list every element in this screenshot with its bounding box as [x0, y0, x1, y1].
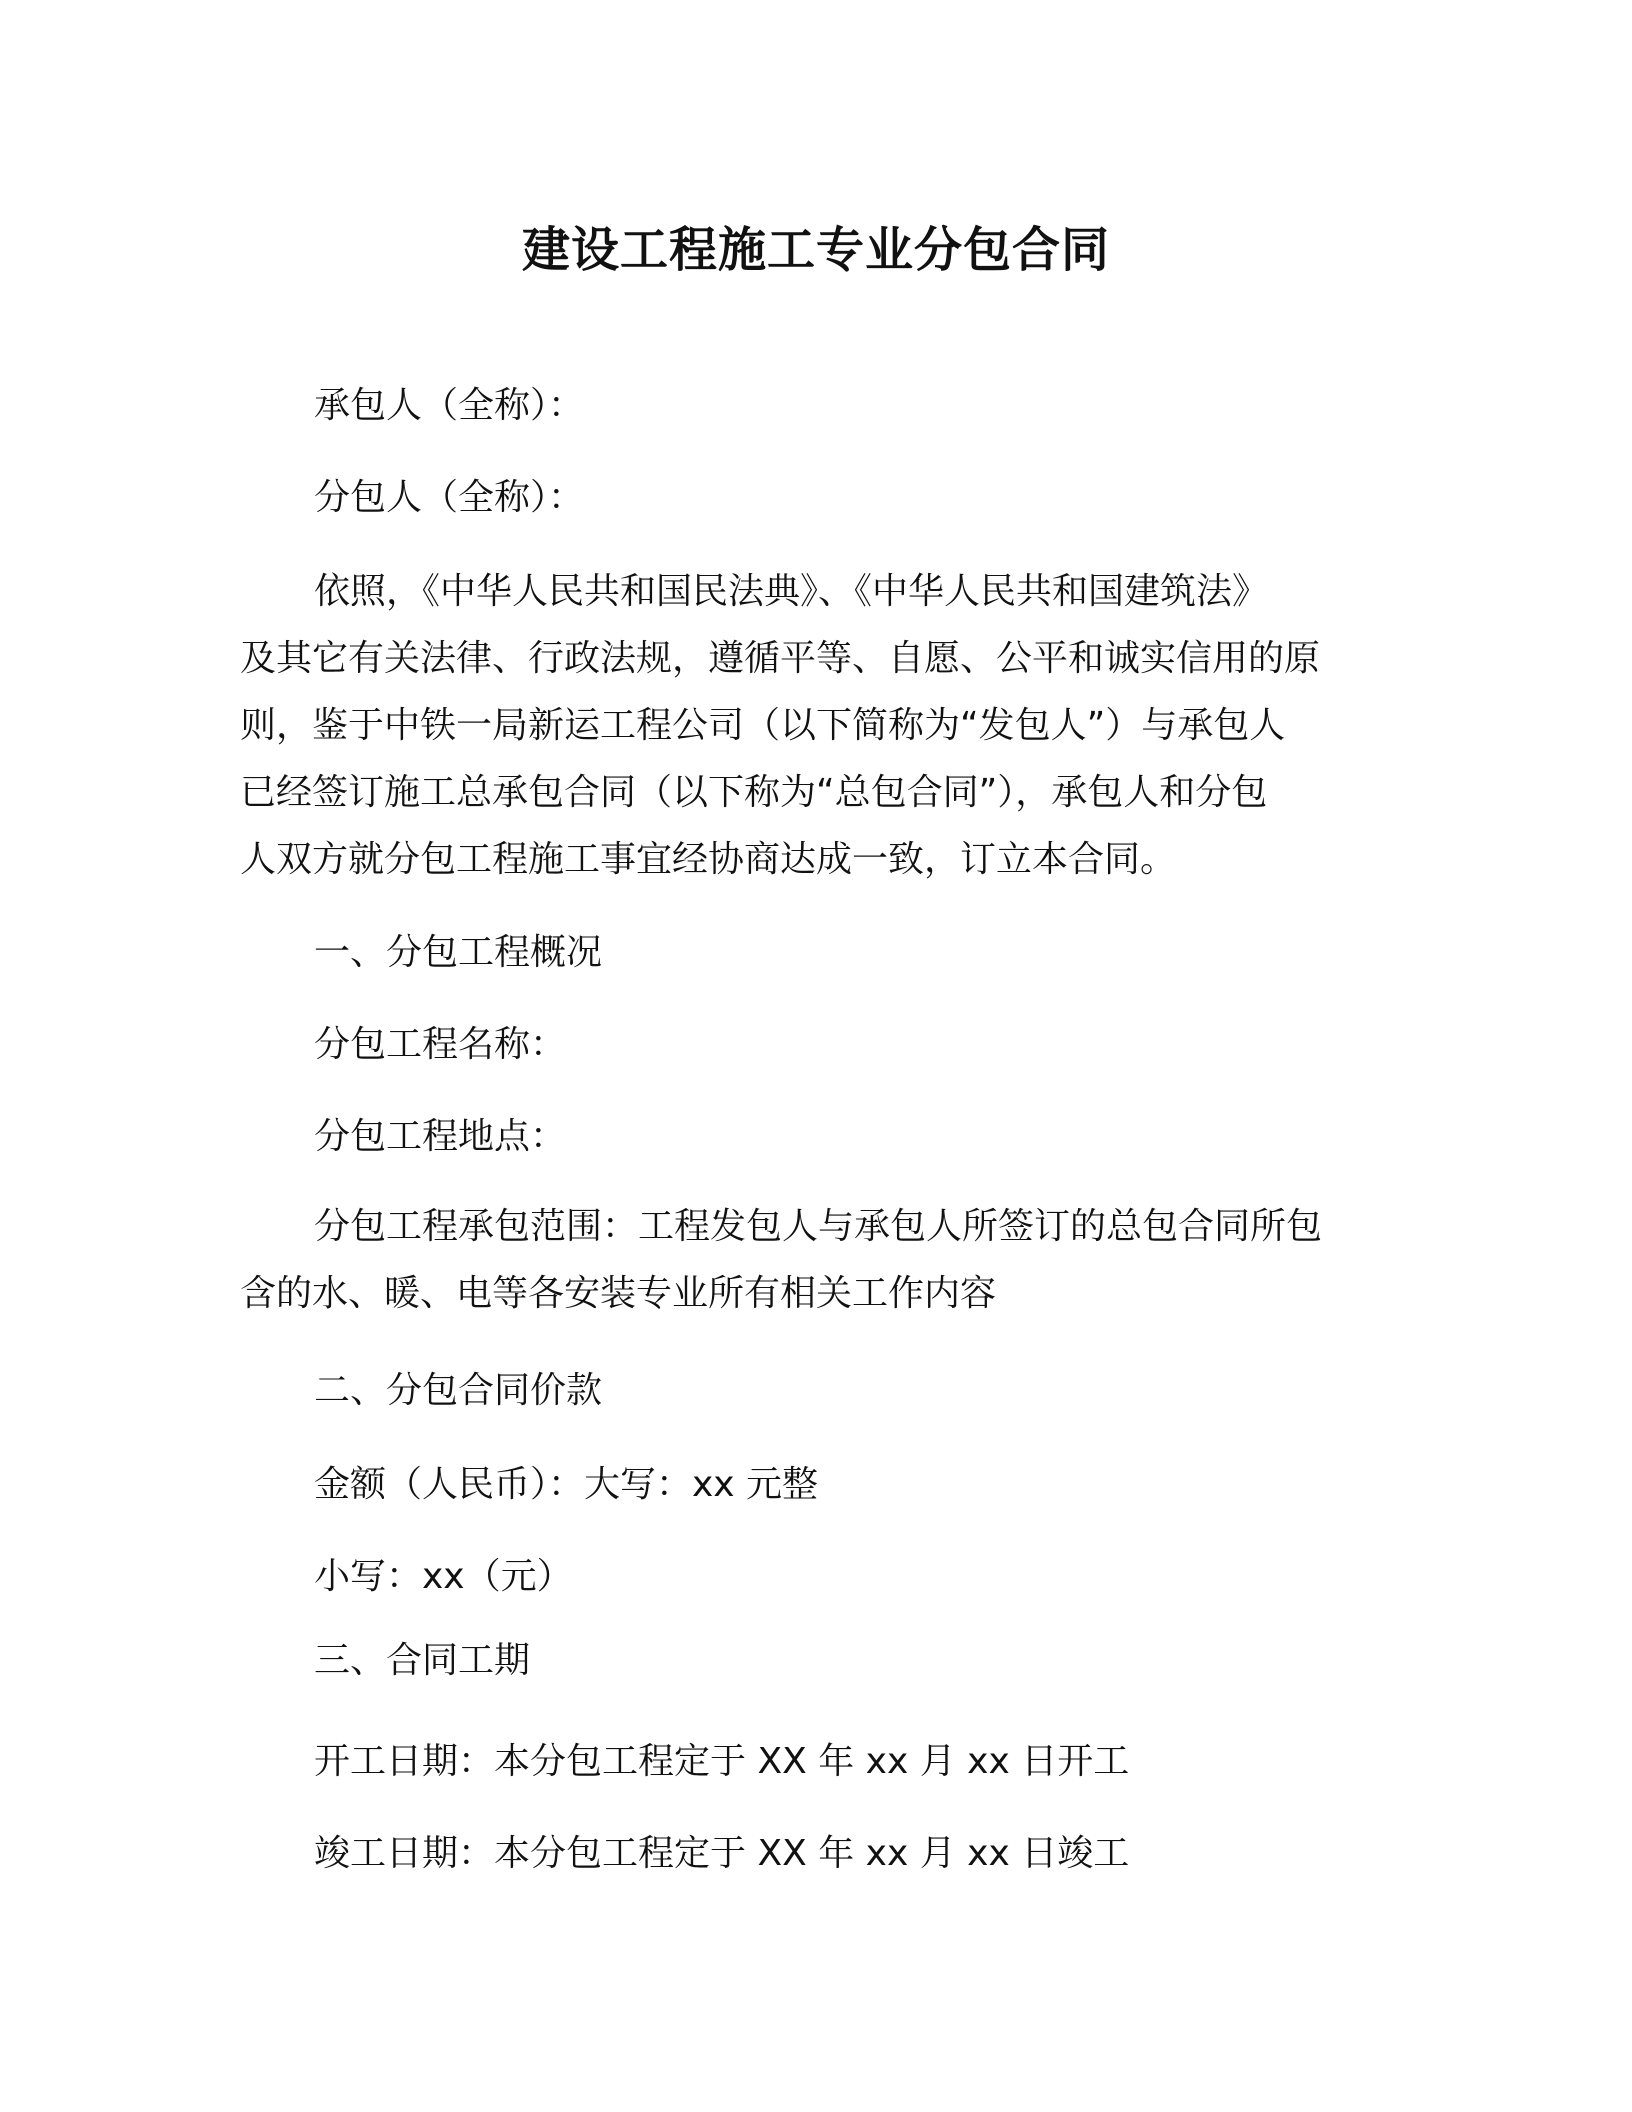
scope-line: 含的水、暖、电等各安装专业所有相关工作内容 [240, 1273, 997, 1314]
preamble-line: 人双方就分包工程施工事宜经协商达成一致，订立本合同。 [240, 839, 1177, 880]
section-2-heading: 二、分包合同价款 [314, 1370, 603, 1411]
scope-paragraph [240, 1193, 1360, 1327]
contractor-label: 承包人（全称）： [314, 385, 585, 426]
subcontractor-label: 分包人（全称）： [314, 477, 585, 518]
completion-date: 竣工日期：本分包工程定于 XX 年 xx 月 xx 日竣工 [314, 1833, 1130, 1874]
scope-line: 分包工程承包范围：工程发包人与承包人所签订的总包合同所包 [314, 1206, 1323, 1247]
section-3-heading: 三、合同工期 [314, 1640, 531, 1681]
preamble-line: 依照，《中华人民共和国民法典》、《中华人民共和国建筑法》 [314, 571, 1269, 612]
document-title: 建设工程施工专业分包合同 [521, 222, 1110, 278]
preamble-paragraph [240, 558, 1360, 893]
preamble-line: 及其它有关法律、行政法规，遵循平等、自愿、公平和诚实信用的原 [240, 638, 1321, 679]
preamble-line: 已经签订施工总承包合同（以下称为“总包合同”），承包人和分包 [240, 772, 1268, 813]
amount-in-words: 金额（人民币）：大写：xx 元整 [314, 1464, 819, 1505]
amount-in-figures: 小写：xx（元） [314, 1556, 573, 1597]
section-1-heading: 一、分包工程概况 [314, 932, 603, 973]
start-date: 开工日期：本分包工程定于 XX 年 xx 月 xx 日开工 [314, 1741, 1130, 1782]
project-name-label: 分包工程名称： [314, 1024, 567, 1065]
project-location-label: 分包工程地点： [314, 1116, 567, 1157]
preamble-line: 则，鉴于中铁一局新运工程公司（以下简称为“发包人”）与承包人 [240, 705, 1286, 746]
